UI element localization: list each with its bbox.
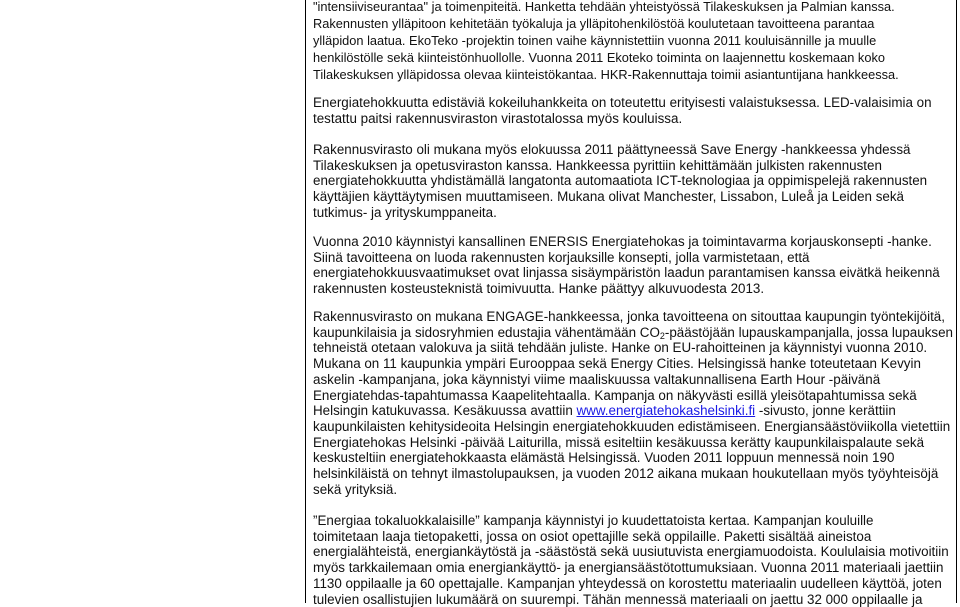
text-segment: Helsingin katukuvassa. Kesäkuussa avattiin: [313, 403, 573, 419]
text-line: Siinä tavoitteena on luoda rakennusten korjauksille konsepti, jolla varmistetaan, että: [313, 249, 810, 265]
text-line: Energiatehokas Helsinki -päivää Laiturilla, missä esiteltiin kesäkuussa kerätty kaupunkilaispalaute sekä: [313, 434, 925, 450]
table-left-border: [305, 0, 306, 603]
paragraph-energiaa-tokaluokkalaisille: [313, 513, 951, 607]
text-line: Vuonna 2010 käynnistyi kansallinen ENERSIS Energiatehokas ja toimintavarma korjauskonsepti -hanke.: [313, 234, 932, 249]
text-line: askelin -kampanjana, joka käynnistyi viime maaliskuussa valtakunnallisena Earth Hour -päivänä: [313, 371, 881, 387]
text-line: Rakennusvirasto on mukana ENGAGE-hankkeessa, jonka tavoitteena on sitouttaa kaupungin työntekijöitä,: [313, 309, 945, 324]
text-line: Tilakeskuksen ylläpidossa olevaa kiinteistökantaa. HKR-Rakennuttaja toimii asiantuntijana hankkeessa.: [313, 67, 899, 83]
text-line: Energiatehokkuutta edistäviä kokeiluhankkeita on toteutettu erityisesti valaistuksessa. LED-valaisimia on: [313, 95, 932, 110]
text-line: henkilöstölle sekä kiinteistönhuollolle. Vuonna 2011 Ekoteko toiminta on laajennettu koskemaan koko: [313, 50, 885, 66]
text-line: 1130 oppilaalle ja 60 opettajalle. Kampanjan yhteydessä on korostettu materiaalin uudelleen käyttöä, joten: [313, 575, 942, 591]
text-line: tutkimus- ja yrityskumppaneita.: [313, 204, 497, 220]
text-line: testattu paitsi rakennusviraston virastotalossa myös kouluissa.: [313, 110, 683, 126]
text-line: Energiatehdas-tapahtumassa Kaapelitehtaalla. Kampanja on näkyvästi esillä yleisötapahtumissa sekä: [313, 387, 917, 403]
table-right-border: [956, 0, 957, 603]
text-line: keskusteltiin energiatehokkaasta elämästä Helsingissä. Vuoden 2011 loppuun mennessä noin 190: [313, 450, 895, 466]
text-line: "intensiiviseurantaa" ja toimenpiteitä. Hanketta tehdään yhteistyössä Tilakeskuksen ja Palmian kanssa.: [313, 0, 895, 14]
paragraph-enersis: [313, 234, 951, 297]
text-line: [313, 325, 951, 341]
text-segment: -sivusto, jonne kerättiin: [755, 403, 896, 419]
text-line: myös tarkkailemaan omia energiankäyttö- ja energiansäästötottumuksiaan. Vuonna 2011 materiaali jaettiin: [313, 560, 944, 576]
text-line: energiatehokkuusvaatimukset ovat linjassa sisäympäristön laadun parantamisen kanssa eivätkä heikennä: [313, 265, 940, 281]
text-line: energiatehokkuutta yhdistämällä langatonta automaatiota ICT-teknologiaa ja oppimispelejä rakennusten: [313, 173, 928, 189]
text-line: energialähteistä, energiankäytöstä ja -säästöstä sekä uusiutuvista energiamuodoista. Koululaisia motivoitiin: [313, 544, 949, 560]
co2-subscript: 2: [659, 330, 665, 341]
text-line: Tilakeskuksen ja opetusviraston kanssa. Hankkeessa pyrittiin kehittämään julkisten rakennusten: [313, 157, 882, 173]
text-line: käyttäjien käyttäytymisen muuttamiseen. Mukana olivat Manchester, Lissabon, Luleå ja Leiden sekä: [313, 189, 904, 205]
text-line: tulevien osallistujien lukumäärä on suurempi. Tähän mennessä materiaali on jaettu 32 000 oppilaalle ja: [313, 591, 923, 607]
text-line: Rakennusvirasto oli mukana myös elokuussa 2011 päättyneessä Save Energy -hankkeessa yhdessä: [313, 142, 911, 157]
text-line: helsinkiläistä on tehnyt ilmastolupauksen, ja vuoden 2012 aikana mukaan houkutellaan myös työyhteisöjä: [313, 466, 939, 482]
paragraph-engage: [313, 309, 951, 497]
text-line: [313, 403, 951, 419]
text-line: kaupunkilaisten kehitysideoita Helsingin energiatehokkuuden edistämiseen. Energiansäästöviikolla vietettiin: [313, 418, 951, 434]
text-segment: kaupunkilaisia ja sidosryhmien edustajia vähentämään CO: [313, 324, 660, 340]
text-line: tehneistä otetaan valokuva ja siitä tehdään juliste. Hanke on EU-rahoitteinen ja käynnistyi vuonna 2010.: [313, 340, 928, 356]
text-line: rakennusten kosteusteknistä toimivuutta. Hanke päättyy alkuvuodesta 2013.: [313, 281, 765, 297]
text-line: ”Energiaa tokaluokkalaisille” kampanja käynnistyi jo kuudettatoista kertaa. Kampanjan kouluille: [313, 513, 874, 528]
paragraph-energy-efficiency-pilots: [313, 95, 951, 126]
text-line: toimitetaan laaja tietopaketti, jossa on osiot opettajille sekä oppilaille. Paketti sisältää aineistoa: [313, 528, 872, 544]
text-line: ylläpidon laatua. EkoTeko -projektin toinen vaihe käynnistettiin vuonna 2011 kouluisännille ja muulle: [313, 33, 877, 49]
text-line: Rakennusten ylläpitoon kehitetään työkaluja ja ylläpitohenkilöstöä koulutetaan tavoitteena parantaa: [313, 16, 875, 32]
text-line: Mukana on 11 kaupunkia ympäri Eurooppaa sekä Energy Cities. Helsingissä hanke toteutetaan Kevyin: [313, 356, 921, 372]
text-line: sekä yrityksiä.: [313, 481, 398, 497]
paragraph-save-energy: [313, 142, 951, 221]
energiatehokashelsinki-link[interactable]: www.energiatehokashelsinki.fi: [576, 403, 756, 419]
text-segment: -päästöjään lupauskampanjalla, jossa lupauksen: [664, 324, 953, 340]
paragraph-led-ekoteko: [313, 0, 951, 83]
